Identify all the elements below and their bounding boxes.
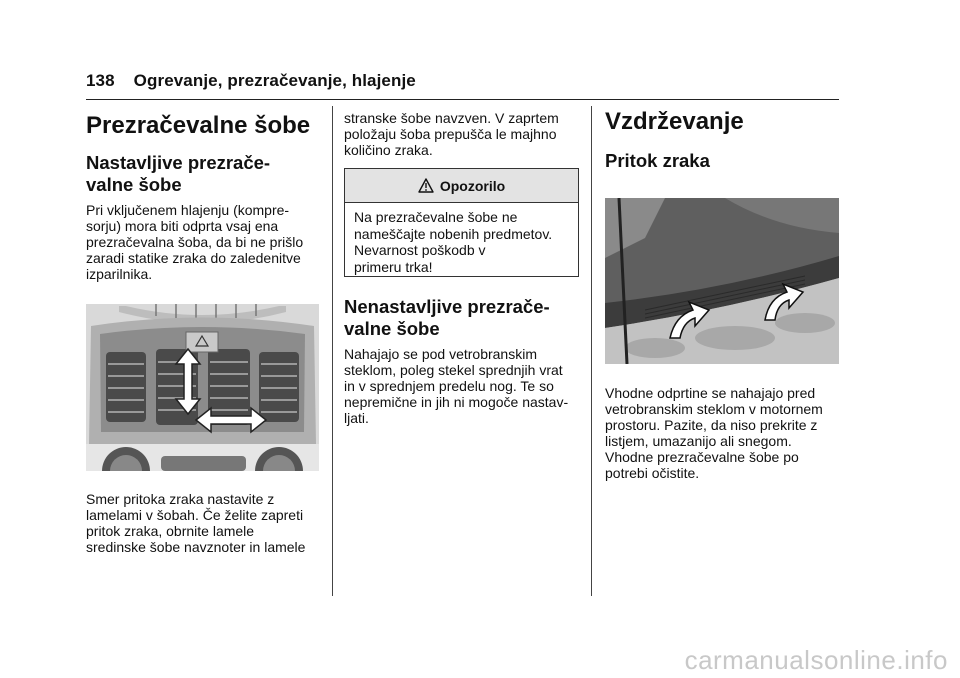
column-3: [605, 108, 840, 172]
intro-line: Pri vključenem hlajenju (kompre-: [86, 202, 290, 218]
body-line: količino zraka.: [344, 142, 433, 158]
column-divider-1: [332, 106, 333, 596]
body-line: vetrobranskim steklom v motornem: [605, 401, 823, 417]
body-line: ljati.: [344, 410, 369, 426]
warning-triangle-icon: [418, 178, 434, 193]
warning-header: [345, 169, 578, 203]
body-line: pritok zraka, obrnite lamele: [86, 523, 255, 539]
body-line: Smer pritoka zraka nastavite z: [86, 491, 275, 507]
column-3-text: [605, 385, 840, 481]
air-intake-photo: [605, 198, 839, 364]
body-line: Nahajajo se pod vetrobranskim: [344, 346, 537, 362]
warning-title: Opozorilo: [439, 177, 506, 194]
warning-line: Na prezračevalne šobe ne: [354, 209, 518, 225]
column-1-continuation: [86, 491, 326, 555]
body-line: in v sprednjem predelu nog. Te so: [344, 378, 554, 394]
subheading-line-1: Nenastavljive prezrače-: [344, 296, 550, 317]
body-line: lamelami v šobah. Če želite zapreti: [86, 507, 304, 523]
body-line: stranske šobe navzven. V zaprtem: [344, 110, 559, 126]
intro-line: sorju) mora biti odprta vsaj ena: [86, 218, 279, 234]
warning-line: primeru trka!: [354, 258, 433, 275]
column-2: [344, 110, 584, 158]
subheading-line-2: valne šobe: [86, 174, 182, 195]
body-line: Vhodne prezračevalne šobe po: [605, 449, 799, 465]
column-1: [86, 112, 326, 282]
section-heading: Vzdrževanje: [605, 108, 744, 135]
warning-line: Nevarnost poškodb v: [354, 242, 486, 258]
body-line: Vhodne odprtine se nahajajo pred: [605, 385, 816, 401]
header-rule: [86, 99, 839, 100]
warning-line: nameščajte nobenih predmetov.: [354, 225, 553, 242]
column-2-lower: [344, 296, 584, 426]
section-heading: Prezračevalne šobe: [86, 112, 311, 139]
page-number: 138: [86, 71, 115, 90]
body-line: steklom, poleg stekel sprednjih vrat: [344, 362, 563, 378]
intro-line: zaradi statike zraka do zaledenitve: [86, 250, 301, 266]
dashboard-vents-illustration: [86, 304, 319, 471]
subheading-line-2: valne šobe: [344, 318, 440, 339]
section-title: Ogrevanje, prezračevanje, hlajenje: [133, 71, 416, 90]
page-header: [86, 71, 416, 91]
body-line: položaju šoba prepušča le majhno: [344, 126, 557, 142]
body-line: listjem, umazanijo ali snegom.: [605, 433, 792, 449]
intro-line: prezračevalna šoba, da bi ne prišlo: [86, 234, 304, 250]
warning-box: [344, 168, 579, 277]
intro-line: izparilnika.: [86, 266, 153, 282]
body-line: potrebi očistite.: [605, 465, 700, 481]
column-divider-2: [591, 106, 592, 596]
subheading: Pritok zraka: [605, 150, 710, 171]
body-line: nepremične in jih ni mogoče nastav-: [344, 394, 569, 410]
warning-text: [345, 203, 578, 275]
body-line: sredinske šobe navznoter in lamele: [86, 539, 306, 555]
watermark: carmanualsonline.info: [684, 645, 948, 675]
subheading-line-1: Nastavljive prezrače-: [86, 152, 271, 173]
body-line: prostoru. Pazite, da niso prekrite z: [605, 417, 818, 433]
